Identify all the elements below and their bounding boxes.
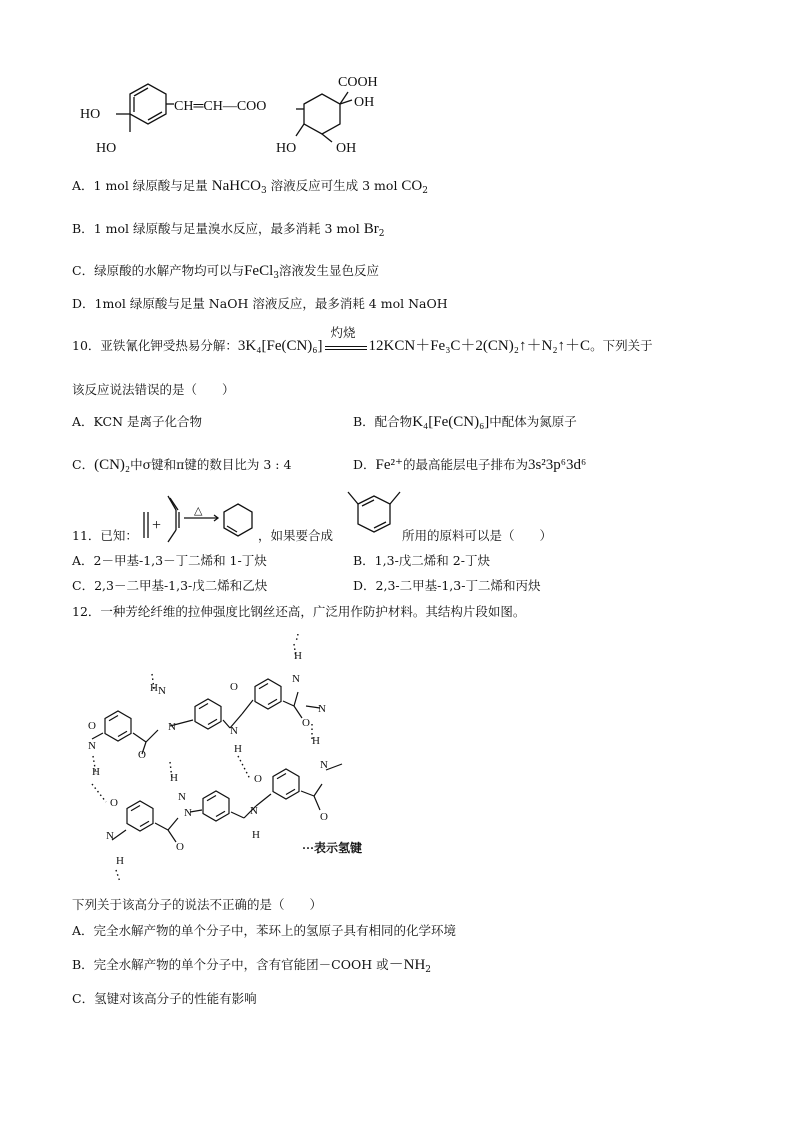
q10-stem-cont: 该反应说法错误的是（ ） <box>72 382 235 397</box>
q11-option-b: B．1,3-戊二烯和 2-丁炔 <box>353 553 490 568</box>
q9-option-c: C．绿原酸的水解产物均可以与FeCl$_3$溶液发生显色反应 <box>72 263 380 281</box>
bond <box>92 733 103 739</box>
bond <box>242 700 253 714</box>
bond <box>294 692 298 706</box>
atom-label: O <box>176 841 184 853</box>
q10-option-d: D．Fe²⁺的最高能层电子排布为3s²3p⁶3d⁶ <box>353 457 587 473</box>
q10-stem: 10．亚铁氰化钾受热易分解：3K₄[Fe(CN)₆] 灼烧 12KCN＋Fe₃C＋2(CN)₂↑＋N₂↑＋C。下列关于 <box>72 325 653 354</box>
bond <box>286 789 295 794</box>
target-cyclohexadiene-structure <box>340 484 410 550</box>
bond <box>140 821 149 826</box>
q11-option-a: A．2－甲基-1,3－丁二烯和 1-丁炔 <box>72 553 267 568</box>
q9-option-a: A．1 mol 绿原酸与足量 NaHCO$_3$ 溶液反应可生成 3 mol $CO_2$ <box>72 178 428 196</box>
bond <box>301 791 314 796</box>
q11-option-d: D．2,3-二甲基-1,3-丁二烯和丙炔 <box>353 578 541 593</box>
atom-label: N <box>158 685 166 697</box>
bond <box>314 796 320 810</box>
hydroxyl-label: OH <box>336 141 357 156</box>
bond <box>216 811 225 816</box>
q12-option-b: B．完全水解产物的单个分子中，含有官能团－COOH 或$-NH_2$ <box>72 957 432 975</box>
atom-label: O <box>110 797 118 809</box>
equation-arrow <box>325 325 367 350</box>
atom-label: H <box>294 650 302 662</box>
bond <box>238 756 250 779</box>
diels-alder-scheme <box>140 490 270 550</box>
hydroxyl-label: HO <box>276 141 297 156</box>
q10-option-a: A．KCN 是离子化合物 <box>72 414 203 429</box>
bond <box>92 784 106 802</box>
atom-label: N <box>106 830 114 842</box>
hydrogen-bond-legend: ···表示氢键 <box>302 841 363 855</box>
bond <box>168 818 178 830</box>
bond <box>155 823 168 830</box>
equation-left: 3K₄[Fe(CN)₆] <box>237 338 323 354</box>
bond <box>199 704 208 709</box>
atom-label: O <box>230 681 238 693</box>
atom-label: H <box>150 682 158 694</box>
q12-stem: 12．一种芳纶纤维的拉伸强度比钢丝还高，广泛用作防护材料。其结构片段如图。 <box>72 604 526 619</box>
carboxyl-label: COOH <box>338 75 378 90</box>
bond <box>268 699 277 704</box>
q9-option-d: D．1mol 绿原酸与足量 NaOH 溶液反应，最多消耗 4 mol NaOH <box>72 296 448 311</box>
q11-option-c: C．2,3－二甲基-1,3-戊二烯和乙炔 <box>72 578 268 593</box>
atom-label: N <box>184 807 192 819</box>
atom-label: N <box>88 740 96 752</box>
equation-condition: 灼烧 <box>330 325 356 340</box>
atom-label: O <box>302 717 310 729</box>
hydroxyl-label: HO <box>96 141 117 156</box>
bond <box>314 784 322 796</box>
atom-label: N <box>168 721 176 733</box>
bond <box>223 720 230 728</box>
bond <box>116 870 120 882</box>
bond <box>118 731 127 736</box>
atom-label: H <box>252 829 260 841</box>
bond <box>283 701 294 706</box>
q11-label: 11．已知： <box>72 528 138 543</box>
bond <box>256 794 271 806</box>
aramid-fiber-structure <box>80 634 380 884</box>
atom-label: N <box>320 759 328 771</box>
atom-label: N <box>292 673 300 685</box>
atom-label: O <box>138 749 146 761</box>
atom-label: N <box>250 805 258 817</box>
atom-label: N <box>178 791 186 803</box>
atom-label: O <box>254 773 262 785</box>
bond <box>231 812 244 818</box>
atom-label: H <box>116 855 124 867</box>
atom-label: H <box>312 735 320 747</box>
heat-symbol: △ <box>194 505 203 517</box>
q11-stem-cont: 所用的原料可以是（ ） <box>402 528 553 543</box>
q12-option-c: C．氢键对该高分子的性能有影响 <box>72 991 257 1006</box>
bond <box>146 730 158 742</box>
bond <box>112 830 126 840</box>
q10-option-c: C．(CN)₂中σ键和π键的数目比为 3 : 4 <box>72 457 292 473</box>
atom-label: O <box>88 720 96 732</box>
hydroxyl-label: HO <box>80 107 101 122</box>
bond <box>207 796 216 801</box>
q11-stem: ，如果要合成 <box>258 528 334 543</box>
side-chain-label: CH═CH—COO <box>174 99 267 114</box>
bond <box>294 706 302 718</box>
chlorogenic-acid-structure <box>70 62 410 162</box>
atom-label: O <box>320 811 328 823</box>
bond <box>277 774 286 779</box>
q12-question: 下列关于该高分子的说法不正确的是（ ） <box>72 897 323 912</box>
bond <box>168 830 176 842</box>
atom-label: H <box>234 743 242 755</box>
atom-label: N <box>318 703 326 715</box>
bond <box>208 719 217 724</box>
bond <box>259 684 268 689</box>
q10-option-b: B．配合物K₄[Fe(CN)₆]中配体为氮原子 <box>353 414 577 430</box>
atom-label: N <box>230 725 238 737</box>
atom-label: H <box>170 772 178 784</box>
bond <box>296 634 298 642</box>
atom-label: H <box>92 766 100 778</box>
plus-sign: + <box>152 517 162 534</box>
hydroxyl-label: OH <box>354 95 375 110</box>
q9-option-b: B．1 mol 绿原酸与足量溴水反应，最多消耗 3 mol $Br_2$ <box>72 221 385 239</box>
equation-right: 12KCN＋Fe₃C＋2(CN)₂↑＋N₂↑＋C <box>368 338 591 354</box>
bond <box>326 764 342 770</box>
bond <box>131 806 140 811</box>
q12-option-a: A．完全水解产物的单个分子中，苯环上的氢原子具有相同的化学环境 <box>72 923 457 938</box>
bond <box>133 733 146 742</box>
bond <box>109 716 118 721</box>
